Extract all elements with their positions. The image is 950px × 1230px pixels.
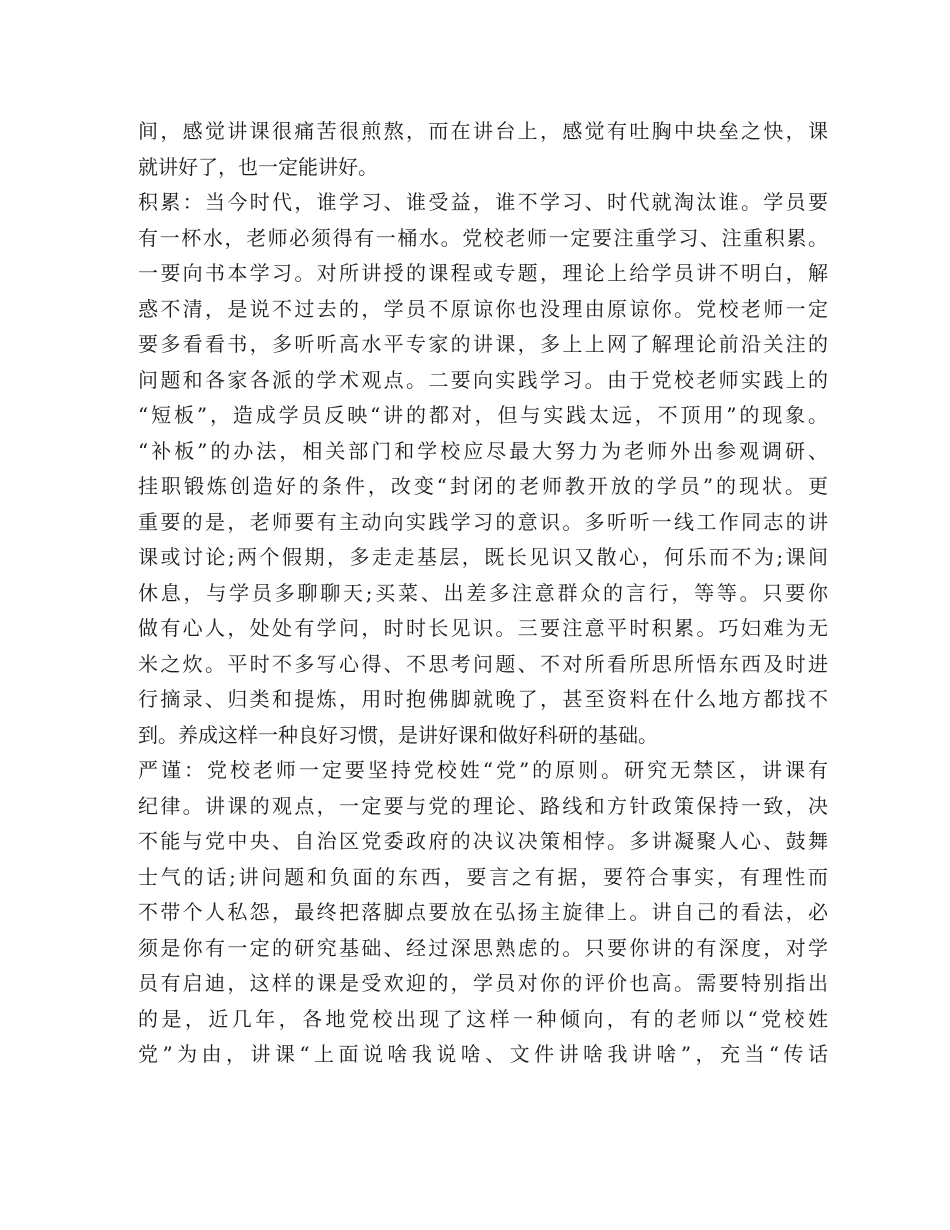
text-line: 一要向书本学习。对所讲授的课程或专题，理论上给学员讲不明白，解 — [138, 261, 828, 285]
text-line: 员有启迪，这样的课是受欢迎的，学员对你的评价也高。需要特别指出 — [138, 971, 828, 995]
text-line: 米之炊。平时不多写心得、不思考问题、不对所看所思所悟东西及时进 — [138, 651, 828, 676]
text-line: 就讲好了，也一定能讲好。 — [138, 154, 378, 179]
text-line: 挂职锻炼创造好的条件，改变“封闭的老师教开放的学员”的现状。更 — [138, 474, 828, 498]
text-line: 党”为由，讲课“上面说啥我说啥、文件讲啥我讲啥”，充当“传话 — [138, 1042, 828, 1066]
body-text — [138, 114, 828, 1073]
text-line: 到。养成这样一种良好习惯，是讲好课和做好科研的基础。 — [138, 722, 658, 747]
text-line: 须是你有一定的研究基础、经过深思熟虑的。只要你讲的有深度，对学 — [138, 935, 828, 960]
text-line: 士气的话;讲问题和负面的东西，要言之有据，要符合事实，有理性而 — [138, 864, 828, 889]
text-line: 纪律。讲课的观点，一定要与党的理论、路线和方针政策保持一致，决 — [138, 793, 828, 818]
text-line: 有一杯水，老师必须得有一桶水。党校老师一定要注重学习、注重积累。 — [138, 225, 828, 250]
text-line: 课或讨论;两个假期，多走走基层，既长见识又散心，何乐而不为;课间 — [138, 545, 828, 569]
text-line: 间，感觉讲课很痛苦很煎熬，而在讲台上，感觉有吐胸中块垒之快，课 — [138, 119, 828, 143]
text-line: 重要的是，老师要有主动向实践学习的意识。多听听一线工作同志的讲 — [138, 509, 828, 534]
text-line: 不能与党中央、自治区党委政府的决议决策相悖。多讲凝聚人心、鼓舞 — [138, 829, 828, 853]
text-line: 要多看看书，多听听高水平专家的讲课，多上上网了解理论前沿关注的 — [138, 332, 828, 356]
text-line: “补板”的办法，相关部门和学校应尽最大努力为老师外出参观调研、 — [138, 438, 828, 463]
text-line: 惑不清，是说不过去的，学员不原谅你也没理由原谅你。党校老师一定 — [138, 296, 828, 321]
text-line: 的是，近几年，各地党校出现了这样一种倾向，有的老师以“党校姓 — [138, 1006, 828, 1031]
text-line: 行摘录、归类和提炼，用时抱佛脚就晚了，甚至资料在什么地方都找不 — [138, 687, 828, 711]
text-line: 积累：当今时代，谁学习、谁受益，谁不学习、时代就淘汰谁。学员要 — [138, 190, 828, 214]
text-line: “短板”，造成学员反映“讲的都对，但与实践太远，不顶用”的现象。 — [138, 403, 828, 427]
text-line: 严谨：党校老师一定要坚持党校姓“党”的原则。研究无禁区，讲课有 — [138, 758, 828, 782]
text-line: 休息，与学员多聊聊天;买菜、出差多注意群众的言行，等等。只要你 — [138, 580, 828, 605]
text-line: 做有心人，处处有学问，时时长见识。三要注意平时积累。巧妇难为无 — [138, 616, 828, 640]
text-line: 不带个人私怨，最终把落脚点要放在弘扬主旋律上。讲自己的看法，必 — [138, 900, 828, 924]
text-line: 问题和各家各派的学术观点。二要向实践学习。由于党校老师实践上的 — [138, 367, 828, 392]
